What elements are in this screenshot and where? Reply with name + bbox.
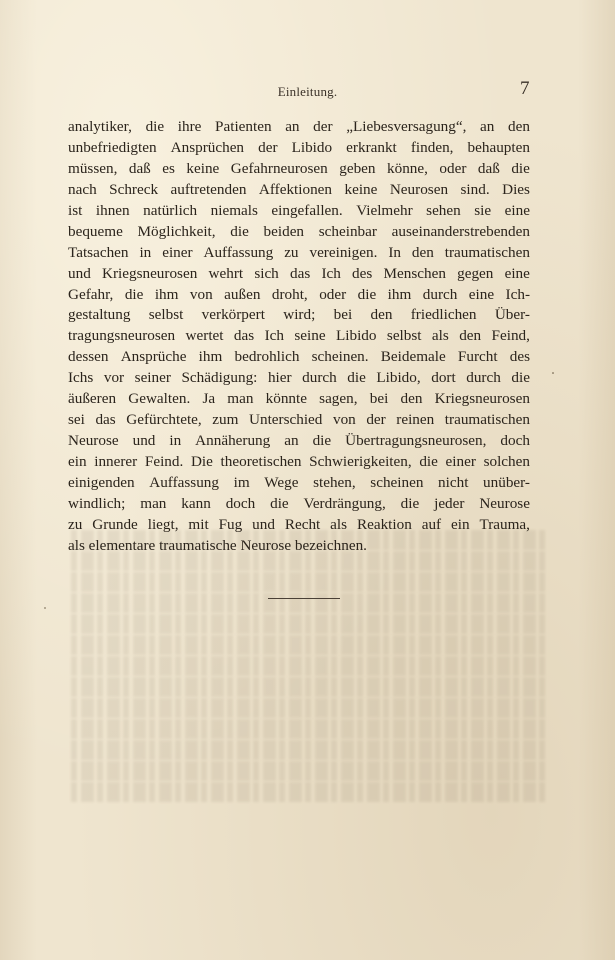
word: Libido	[336, 327, 377, 345]
word: kann	[181, 494, 211, 512]
word: beiden	[263, 222, 305, 240]
word: bei	[333, 306, 353, 324]
word: eine	[468, 285, 495, 303]
word: Ichs	[68, 369, 94, 387]
word: Libido	[291, 138, 333, 156]
word: „Liebesversagung“,	[346, 118, 467, 135]
word: Neurose	[479, 494, 530, 512]
word: die	[357, 285, 377, 303]
word: den	[400, 390, 423, 408]
word: Feind,	[491, 327, 530, 345]
word: gegen	[457, 264, 494, 282]
word: scheinen	[370, 473, 424, 491]
word: windlich;	[68, 494, 126, 512]
word: die	[419, 453, 438, 470]
word: scheinen.	[311, 348, 369, 366]
word: finden,	[410, 138, 454, 156]
word: zum	[212, 411, 239, 429]
word: erkrankt	[346, 138, 397, 156]
word: von	[189, 285, 213, 303]
word: der	[313, 118, 333, 135]
word: traumatischen	[444, 411, 530, 429]
word: oder	[319, 285, 347, 303]
word: eine	[504, 264, 530, 282]
paper-speck	[44, 607, 46, 609]
word: Reaktion	[356, 515, 412, 533]
word: Recht	[284, 515, 321, 533]
word: in	[139, 243, 152, 261]
word: das	[289, 264, 311, 282]
text-line	[68, 222, 530, 243]
word: droht,	[271, 285, 308, 303]
word: die	[124, 285, 144, 303]
word: durch	[302, 369, 337, 387]
word: Gefahrneurosen	[230, 159, 328, 177]
word: Schreck	[109, 180, 159, 198]
paper-speck	[552, 372, 554, 374]
word: müssen,	[68, 159, 118, 177]
word: natürlich	[143, 201, 198, 219]
word: Affektionen	[258, 180, 333, 198]
word: die	[270, 494, 289, 512]
text-line	[68, 410, 530, 431]
word: man	[140, 494, 167, 512]
word: sagen,	[319, 390, 358, 408]
word: hier	[267, 369, 292, 387]
word: die	[347, 369, 366, 387]
word: doch	[500, 432, 530, 450]
word: Ich	[264, 327, 284, 345]
word: außen	[224, 285, 261, 303]
text-line	[68, 326, 530, 347]
word: mit	[188, 515, 209, 533]
word: könnte	[265, 390, 307, 408]
word: der	[366, 411, 386, 429]
text-line	[68, 180, 530, 201]
word: Gefahr,	[68, 285, 114, 303]
text-line	[68, 201, 530, 222]
word: ein	[451, 515, 470, 533]
section-end-rule	[268, 598, 340, 599]
word: es	[162, 159, 175, 177]
word: Auffassung	[203, 243, 274, 261]
word: daß	[477, 159, 500, 177]
word: oder	[439, 159, 467, 177]
word: wertet	[185, 327, 224, 345]
word: und	[132, 432, 156, 450]
word: durch	[422, 285, 458, 303]
text-line-last: als elementare traumatische Neurose bezeichnen.	[68, 536, 367, 554]
word: gestaltung	[68, 306, 131, 324]
word: analytiker,	[68, 118, 132, 135]
word: Ich	[321, 264, 341, 282]
word: zu	[284, 243, 299, 261]
word: Libido,	[376, 369, 421, 387]
word: bequeme	[68, 222, 123, 240]
word: Dies	[502, 180, 530, 198]
text-line	[68, 368, 530, 389]
word: Fug	[218, 515, 243, 533]
word: Kriegsneurosen	[434, 390, 530, 408]
word: Gefürchtete,	[126, 411, 202, 429]
word: ihnen	[95, 201, 130, 219]
word: man	[227, 390, 254, 408]
word: Trauma,	[479, 515, 530, 533]
running-head: Einleitung.	[277, 84, 338, 99]
word: an	[284, 432, 299, 450]
word: Neurosen	[389, 180, 449, 198]
word: stehen,	[313, 473, 356, 491]
word: könne,	[387, 159, 428, 177]
word: Ich-	[505, 285, 530, 303]
word: die	[511, 369, 530, 387]
word: keine	[186, 159, 220, 177]
word: wird;	[283, 306, 316, 324]
body-paragraph	[68, 117, 530, 557]
word: seine	[294, 327, 326, 345]
word: einigenden	[68, 473, 135, 491]
word: tragungsneurosen	[68, 327, 176, 345]
word: nicht	[438, 473, 469, 491]
word: geben	[339, 159, 376, 177]
word: sei	[68, 411, 85, 429]
word: Wege	[264, 473, 299, 491]
word: als	[330, 515, 348, 533]
word: vereinigen.	[309, 243, 378, 261]
word: dort	[431, 369, 456, 387]
word: theoretischen	[220, 453, 302, 470]
text-line	[68, 305, 530, 326]
text-line	[68, 347, 530, 368]
word: an	[480, 118, 495, 135]
word: ihm	[154, 285, 179, 303]
word: an	[285, 118, 300, 135]
text-line	[68, 431, 530, 452]
word: in	[169, 432, 182, 450]
word: äußeren	[68, 390, 117, 408]
word: jeder	[434, 494, 465, 512]
word: auseinanderstrebenden	[391, 222, 530, 240]
word: auftretenden	[170, 180, 247, 198]
text-line	[68, 159, 530, 180]
word: Menschen	[383, 264, 446, 282]
word: verkörpert	[201, 306, 265, 324]
word: eingefallen.	[271, 201, 343, 219]
word: als	[431, 327, 449, 345]
word: und	[68, 264, 91, 282]
word: Furcht	[457, 348, 498, 366]
text-line	[68, 473, 530, 494]
text-line	[68, 117, 530, 138]
word: des	[509, 348, 530, 366]
word: vor	[103, 369, 125, 387]
word: die	[230, 222, 249, 240]
word: Feind.	[144, 453, 184, 470]
word: daß	[128, 159, 151, 177]
word: traumatischen	[444, 243, 530, 261]
word: ihre	[177, 118, 202, 135]
word: bedrohlich	[234, 348, 300, 366]
word: das	[233, 327, 255, 345]
word: niemals	[210, 201, 258, 219]
word: der	[258, 138, 278, 156]
word: den	[370, 306, 393, 324]
word: zu	[68, 515, 83, 533]
word: sie	[474, 201, 492, 219]
word: den	[508, 118, 530, 135]
word: ist	[68, 201, 83, 219]
text-line	[68, 138, 530, 159]
word: durch	[466, 369, 501, 387]
word: und	[252, 515, 275, 533]
word: liegt,	[147, 515, 179, 533]
word: Über-	[494, 306, 530, 324]
word: einer	[162, 243, 193, 261]
word: doch	[225, 494, 256, 512]
word: selbst	[148, 306, 184, 324]
word: die	[400, 494, 420, 512]
word: im	[233, 473, 250, 491]
text-line	[68, 494, 530, 515]
word: Grunde	[92, 515, 138, 533]
word: ihm	[387, 285, 412, 303]
word: unüber-	[483, 473, 530, 491]
word: Gewalten.	[128, 390, 191, 408]
word: des	[352, 264, 373, 282]
word: Ansprüche	[120, 348, 187, 366]
word: die	[312, 432, 332, 450]
word: selbst	[386, 327, 422, 345]
word: Schwierigkeiten,	[309, 453, 412, 470]
word: sehen	[426, 201, 461, 219]
word: Kriegsneurosen	[101, 264, 198, 282]
word: die	[145, 118, 165, 135]
word: nach	[68, 180, 97, 198]
word: Möglichkeit,	[137, 222, 216, 240]
word: innerer	[94, 453, 138, 470]
page-number: 7	[520, 78, 530, 99]
text-line	[68, 285, 530, 306]
word: Ansprüchen	[170, 138, 245, 156]
word: den	[411, 243, 434, 261]
word: Patienten	[215, 118, 272, 135]
word: reinen	[396, 411, 435, 429]
text-line	[68, 389, 530, 410]
word: Vielmehr	[356, 201, 413, 219]
text-line	[68, 243, 530, 264]
word: bei	[369, 390, 389, 408]
word: Die	[190, 453, 213, 470]
word: die	[511, 159, 530, 177]
text-line	[68, 515, 530, 536]
word: eine	[504, 201, 530, 219]
word: Unterschied	[249, 411, 323, 429]
show-through-texture	[70, 530, 545, 810]
word: ihm	[198, 348, 223, 366]
word: Beidemale	[380, 348, 446, 366]
word: Neurose	[68, 432, 119, 450]
word: solchen	[483, 453, 530, 470]
word: behaupten	[467, 138, 530, 156]
word: In	[388, 243, 401, 261]
word: einer	[445, 453, 476, 470]
word: das	[95, 411, 116, 429]
word: Annäherung	[195, 432, 271, 450]
word: friedlichen	[410, 306, 477, 324]
text-line	[68, 452, 530, 473]
word: von	[332, 411, 356, 429]
word: scheinbar	[318, 222, 377, 240]
word: den	[459, 327, 482, 345]
word: Auffassung	[149, 473, 219, 491]
word: sich	[254, 264, 279, 282]
word: keine	[344, 180, 378, 198]
word: Ja	[202, 390, 216, 408]
text-line	[68, 264, 530, 285]
word: seiner	[134, 369, 171, 387]
word: Schädigung:	[181, 369, 258, 387]
word: Verdrängung,	[303, 494, 386, 512]
word: unbefriedigten	[68, 138, 157, 156]
word: dessen	[68, 348, 109, 366]
word: wehrt	[208, 264, 244, 282]
word: ein	[68, 453, 87, 470]
word: sind.	[460, 180, 490, 198]
word: auf	[421, 515, 442, 533]
word: Tatsachen	[68, 243, 129, 261]
word: Übertragungsneurosen,	[345, 432, 487, 450]
